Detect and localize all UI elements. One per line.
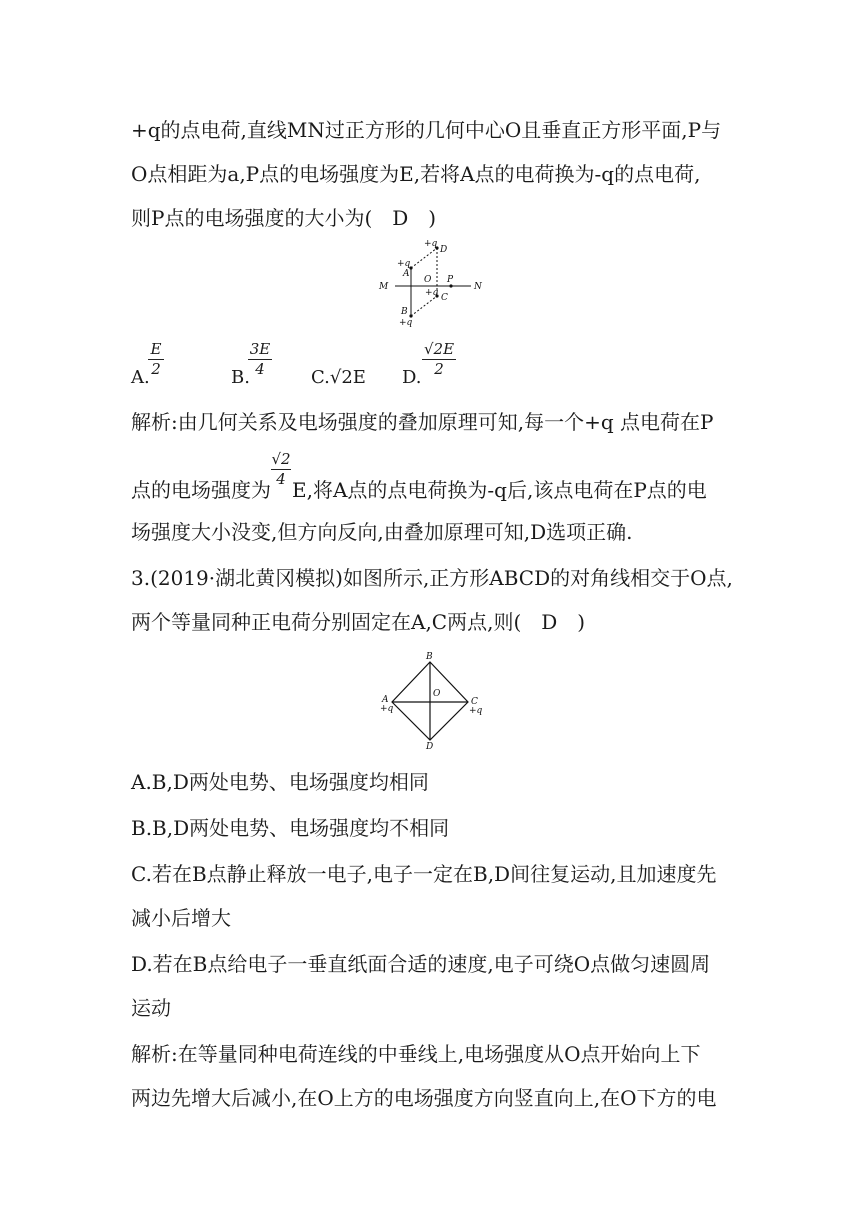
question-3-line-2: 两个等量同种正电荷分别固定在A,C两点,则( D ) xyxy=(131,610,586,634)
option-3c-line-2: 减小后增大 xyxy=(131,906,231,930)
svg-text:A: A xyxy=(403,269,410,279)
svg-text:C: C xyxy=(471,697,478,707)
svg-text:D: D xyxy=(440,245,448,255)
line-1: +q的点电荷,直线MN过正方形的几何中心O且垂直正方形平面,P与 xyxy=(131,118,722,142)
svg-text:M: M xyxy=(379,282,389,292)
svg-text:N: N xyxy=(474,282,482,292)
svg-text:+q: +q xyxy=(399,318,413,328)
solution-line-3: 场强度大小没变,但方向反向,由叠加原理可知,D选项正确. xyxy=(131,520,633,544)
option-3d-line-1: D.若在B点给电子一垂直纸面合适的速度,电子可绕O点做匀速圆周 xyxy=(131,952,711,976)
option-3d-line-2: 运动 xyxy=(131,996,171,1020)
svg-text:O: O xyxy=(424,275,432,285)
option-3a: A.B,D两处电势、电场强度均相同 xyxy=(131,770,429,794)
line-2: O点相距为a,P点的电场强度为E,若将A点的电荷换为-q的点电荷, xyxy=(131,162,701,186)
svg-text:+q: +q xyxy=(424,239,438,249)
line-3: 则P点的电场强度的大小为( D ) xyxy=(131,206,437,230)
option-3b: B.B,D两处电势、电场强度均不相同 xyxy=(131,816,450,840)
explanation-line-2: 两边先增大后减小,在O上方的电场强度方向竖直向上,在O下方的电 xyxy=(131,1086,717,1110)
explanation-line-1: 解析:在等量同种电荷连线的中垂线上,电场强度从O点开始向上下 xyxy=(131,1042,701,1066)
svg-text:D: D xyxy=(426,742,434,750)
question-3-line-1: 3.(2019·湖北黄冈模拟)如图所示,正方形ABCD的对角线相交于O点, xyxy=(131,566,733,590)
figure-square-mn xyxy=(375,238,490,330)
svg-text:B: B xyxy=(426,652,433,662)
svg-text:C: C xyxy=(441,293,448,303)
svg-text:+q: +q xyxy=(397,259,411,269)
solution-line-1: 解析:由几何关系及电场强度的叠加原理可知,每一个+q 点电荷在P xyxy=(131,410,714,434)
svg-text:O: O xyxy=(433,689,441,699)
option-3c-line-1: C.若在B点静止释放一电子,电子一定在B,D间往复运动,且加速度先 xyxy=(131,862,717,886)
svg-text:+q: +q xyxy=(425,288,439,298)
svg-text:B: B xyxy=(401,307,408,317)
svg-text:+q: +q xyxy=(380,704,394,714)
svg-text:+q: +q xyxy=(469,706,483,716)
svg-text:P: P xyxy=(447,275,454,285)
svg-text:A: A xyxy=(382,695,389,705)
figure-square-abcd xyxy=(378,650,488,750)
